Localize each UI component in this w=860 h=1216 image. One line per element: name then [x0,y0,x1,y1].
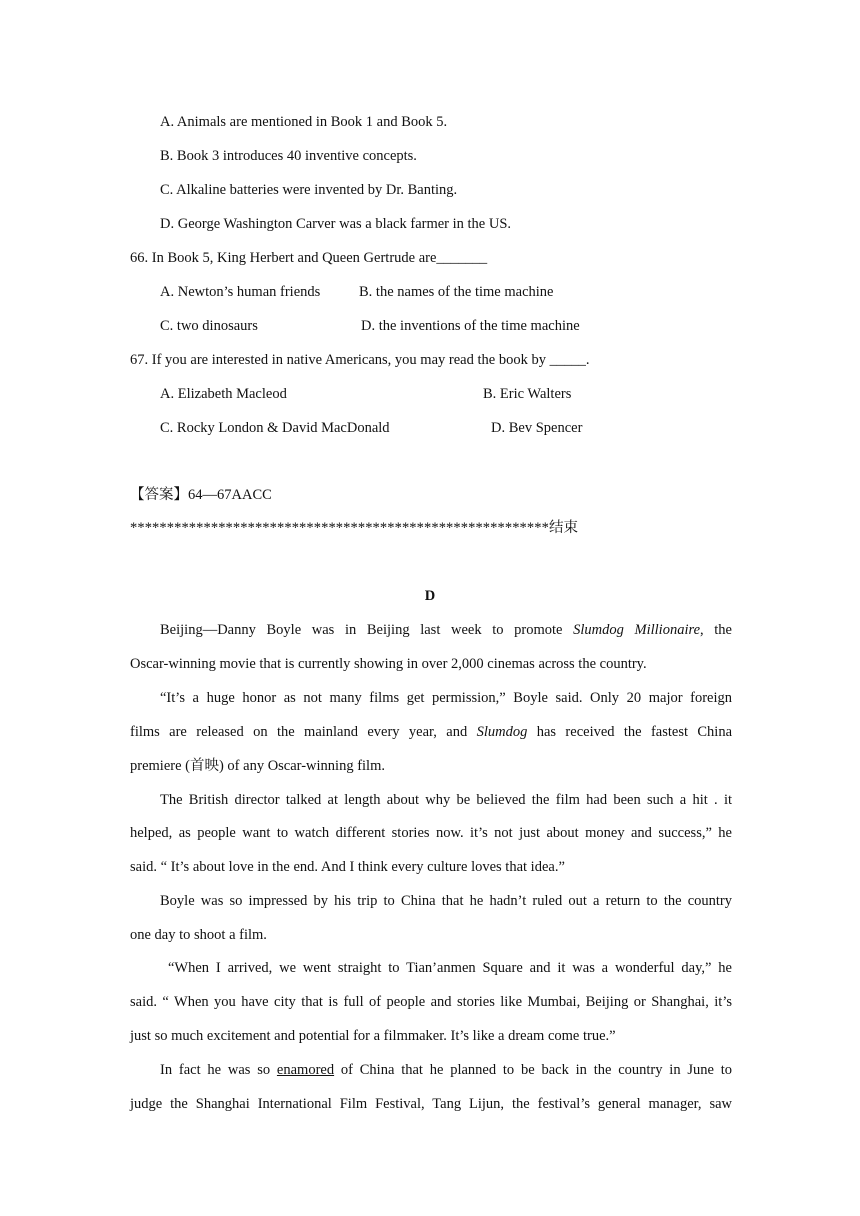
paragraph-3-line-3: said. “ It’s about love in the end. And I think every culture loves that idea.” [130,859,565,875]
q66-stem: 66. In Book 5, King Herbert and Queen Gertrude are_______ [130,250,488,266]
paragraph-3-line-2: helped, as people want to watch different stories now. it’s not just about money and success,” he [130,825,732,841]
q67-stem: 67. If you are interested in native Americans, you may read the book by _____. [130,352,590,368]
paragraph-1-line-2: Oscar-winning movie that is currently showing in over 2,000 cinemas across the country. [130,656,647,672]
paragraph-5-line-1: “When I arrived, we went straight to Tian’anmen Square and it was a wonderful day,” he [168,960,732,976]
paragraph-4-line-2: one day to shoot a film. [130,927,267,943]
paragraph-6-line-1: In fact he was so enamored of China that he planned to be back in the country in June to [160,1062,733,1078]
paragraph-5-line-2: said. “ When you have city that is full of people and stories like Mumbai, Beijing or Shanghai, it’s [130,994,732,1010]
paragraph-1-line-1: Beijing—Danny Boyle was in Beijing last week to promote Slumdog Millionaire, the [160,622,732,638]
q65-option-d: D. George Washington Carver was a black farmer in the US. [160,216,512,232]
paragraph-2-line-1: “It’s a huge honor as not many films get permission,” Boyle said. Only 20 major foreign [160,690,732,706]
q65-option-c: C. Alkaline batteries were invented by Dr. Banting. [160,182,458,198]
q66-option-a: A. Newton’s human friends [160,284,321,300]
paragraph-6-line-2: judge the Shanghai International Film Festival, Tang Lijun, the festival’s general manager, saw [130,1096,732,1112]
q65-option-a: A. Animals are mentioned in Book 1 and Book 5. [160,114,448,130]
q67-option-b: B. Eric Walters [483,386,572,402]
paragraph-4-line-1: Boyle was so impressed by his trip to China that he hadn’t ruled out a return to the country [160,893,732,909]
q67-option-c: C. Rocky London & David MacDonald [160,420,390,436]
paragraph-2-line-3: premiere (首映) of any Oscar-winning film. [130,758,385,774]
q67-option-a: A. Elizabeth Macleod [160,386,287,402]
movie-title-short: Slumdog [476,724,528,740]
paragraph-2-line-2: films are released on the mainland every year, and Slumdog has received the fastest China [130,724,733,740]
q65-option-b: B. Book 3 introduces 40 inventive concepts. [160,148,417,164]
section-heading: D [424,588,436,604]
q67-option-d: D. Bev Spencer [491,420,583,436]
answer-key: 【答案】64—67AACC [130,487,272,503]
paragraph-3-line-1: The British director talked at length about why be believed the film had been such a hit . it [160,792,732,808]
q66-option-c: C. two dinosaurs [160,318,258,334]
q66-option-d: D. the inventions of the time machine [361,318,580,334]
q66-option-b: B. the names of the time machine [359,284,554,300]
end-marker: *********************************************************结束 [130,520,579,536]
underlined-word: enamored [276,1062,335,1078]
movie-title: Slumdog Millionaire [573,622,701,638]
paragraph-5-line-3: just so much excitement and potential for a filmmaker. It’s like a dream come true.” [130,1028,616,1044]
